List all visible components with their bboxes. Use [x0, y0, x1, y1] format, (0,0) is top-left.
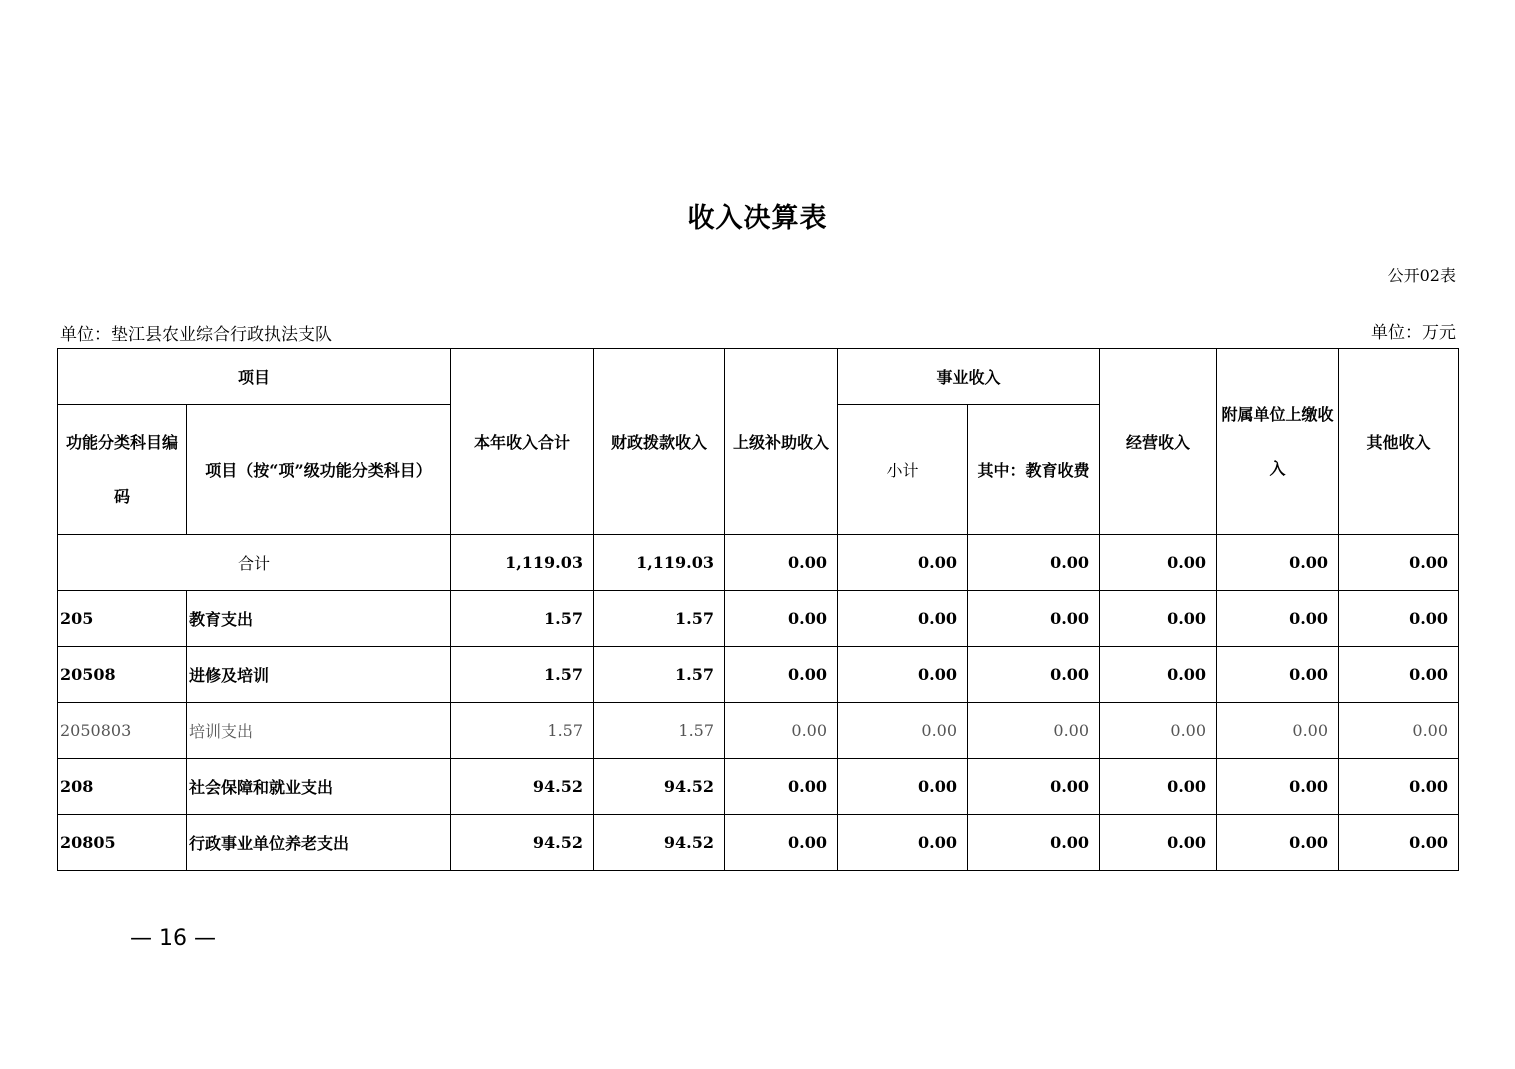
header-total: 本年收入合计 [451, 349, 594, 535]
table-cell: 0.00 [968, 759, 1100, 815]
table-cell: 0.00 [838, 591, 968, 647]
table-row [58, 591, 1459, 647]
row-code: 20805 [58, 815, 187, 871]
table-cell: 0.00 [838, 815, 968, 871]
table-row [58, 815, 1459, 871]
table-cell: 94.52 [451, 759, 594, 815]
page-title: 收入决算表 [687, 203, 828, 234]
table-cell: 1,119.03 [451, 535, 594, 591]
table-row-total [58, 535, 1459, 591]
header-business: 事业收入 [838, 349, 1100, 405]
table-code: 公开02表 [1387, 266, 1456, 285]
table-cell: 0.00 [1100, 535, 1217, 591]
table-cell: 0.00 [1339, 535, 1459, 591]
header-fiscal: 财政拨款收入 [594, 349, 725, 535]
table-cell: 0.00 [968, 535, 1100, 591]
table-cell: 0.00 [725, 759, 838, 815]
row-name: 社会保障和就业支出 [187, 759, 451, 815]
table-cell: 0.00 [1217, 815, 1339, 871]
table-cell: 0.00 [1100, 703, 1217, 759]
table-cell: 0.00 [1339, 647, 1459, 703]
table-cell: 0.00 [1217, 703, 1339, 759]
header-affiliated: 附属单位上缴收入 [1217, 349, 1339, 535]
table-cell: 0.00 [838, 647, 968, 703]
table-cell: 0.00 [1100, 647, 1217, 703]
table-cell: 0.00 [968, 703, 1100, 759]
table-row [58, 703, 1459, 759]
table-cell: 94.52 [594, 815, 725, 871]
table-cell: 0.00 [968, 815, 1100, 871]
header-subtotal: 小计 [838, 405, 968, 535]
table-cell: 0.00 [838, 759, 968, 815]
table-cell: 0.00 [1339, 591, 1459, 647]
table-cell: 0.00 [725, 535, 838, 591]
header-name: 项目（按“项”级功能分类科目） [187, 405, 451, 535]
row-name: 培训支出 [187, 703, 451, 759]
header-item: 项目 [58, 349, 451, 405]
row-code: 205 [58, 591, 187, 647]
table-row [58, 759, 1459, 815]
table-cell: 1.57 [451, 703, 594, 759]
table-cell: 1.57 [594, 591, 725, 647]
table-cell: 0.00 [838, 703, 968, 759]
row-name: 行政事业单位养老支出 [187, 815, 451, 871]
table-cell: 1,119.03 [594, 535, 725, 591]
total-label: 合计 [58, 535, 451, 591]
table-cell: 0.00 [968, 647, 1100, 703]
row-name: 教育支出 [187, 591, 451, 647]
table-cell: 94.52 [451, 815, 594, 871]
table-cell: 0.00 [1217, 535, 1339, 591]
header-education: 其中：教育收费 [968, 405, 1100, 535]
header-other: 其他收入 [1339, 349, 1459, 535]
unit-name: 单位：垫江县农业综合行政执法支队 [60, 325, 332, 345]
table-cell: 0.00 [725, 647, 838, 703]
table-cell: 0.00 [968, 591, 1100, 647]
table-cell: 0.00 [1217, 759, 1339, 815]
table-cell: 0.00 [1217, 647, 1339, 703]
income-table [57, 348, 1459, 871]
table-cell: 0.00 [1339, 759, 1459, 815]
table-cell: 1.57 [594, 703, 725, 759]
header-superior: 上级补助收入 [725, 349, 838, 535]
table-cell: 0.00 [1100, 815, 1217, 871]
table-cell: 0.00 [1100, 591, 1217, 647]
table-cell: 0.00 [1339, 815, 1459, 871]
table-cell: 0.00 [1339, 703, 1459, 759]
table-cell: 1.57 [451, 591, 594, 647]
currency-unit: 单位：万元 [1371, 323, 1456, 343]
header-code: 功能分类科目编码 [58, 405, 187, 535]
table-cell: 0.00 [1217, 591, 1339, 647]
page-number: — 16 — [130, 926, 216, 951]
row-code: 2050803 [58, 703, 187, 759]
table-cell: 1.57 [451, 647, 594, 703]
table-row [58, 647, 1459, 703]
header-operating: 经营收入 [1100, 349, 1217, 535]
row-code: 208 [58, 759, 187, 815]
table-cell: 94.52 [594, 759, 725, 815]
table-cell: 0.00 [725, 703, 838, 759]
table-cell: 1.57 [594, 647, 725, 703]
table-cell: 0.00 [1100, 759, 1217, 815]
row-code: 20508 [58, 647, 187, 703]
row-name: 进修及培训 [187, 647, 451, 703]
table-cell: 0.00 [725, 815, 838, 871]
table-cell: 0.00 [725, 591, 838, 647]
table-cell: 0.00 [838, 535, 968, 591]
